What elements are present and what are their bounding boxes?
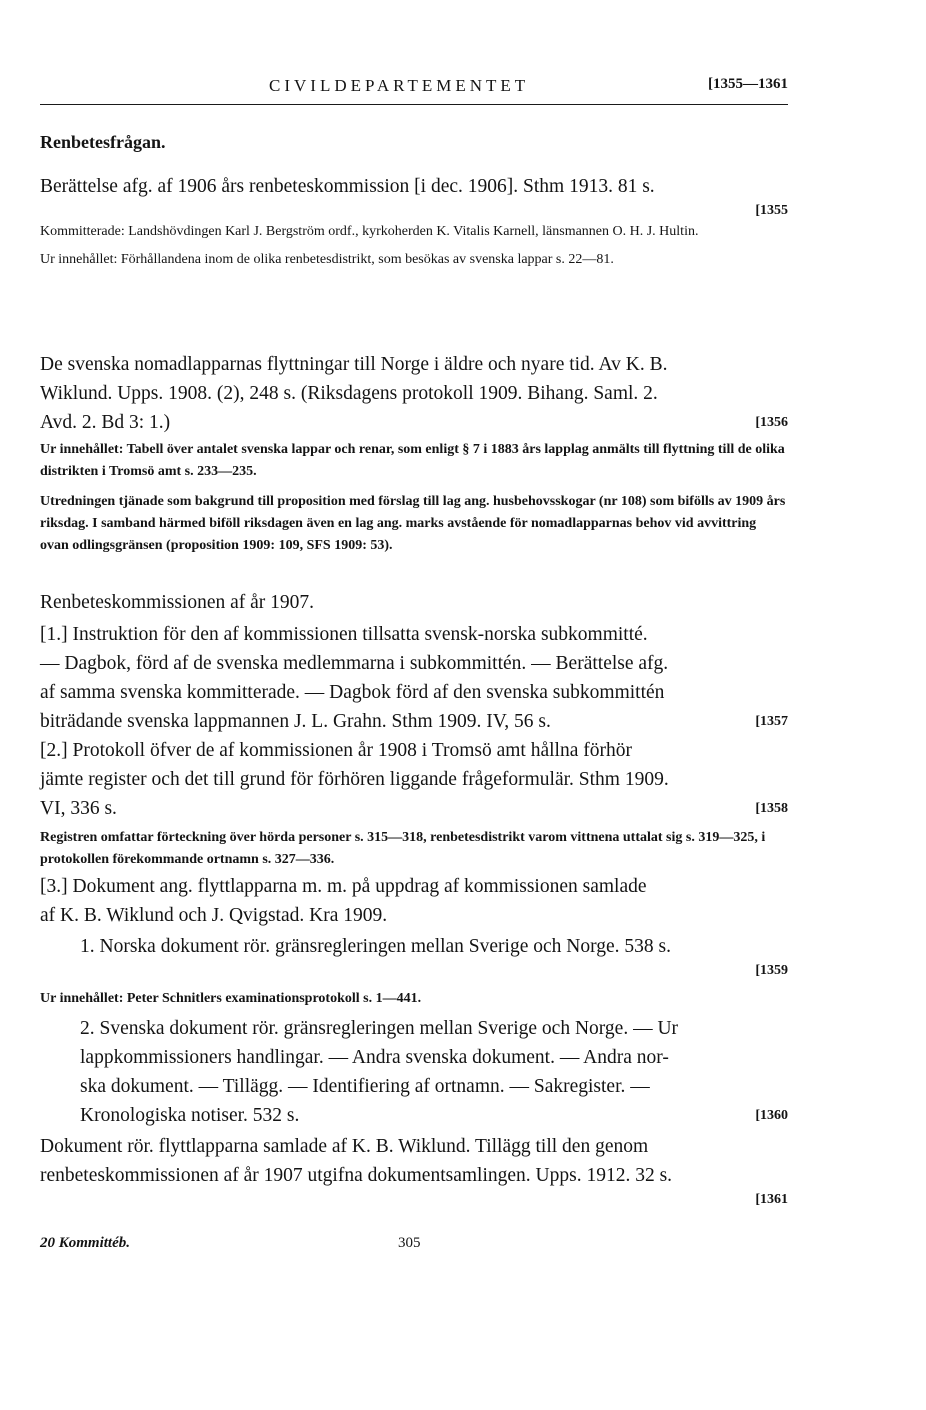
entry-ref: [1356	[755, 415, 788, 430]
entry-text: ska dokument. — Tillägg. — Identifiering af ortnamn. — Sakregister. —	[80, 1076, 650, 1097]
entry-1359	[80, 932, 788, 979]
header-department: CIVILDEPARTEMENTET	[269, 76, 530, 95]
entry-text: renbeteskommissionen af år 1907 utgifna dokumentsamlingen. Upps. 1912. 32 s.	[40, 1165, 673, 1186]
entry-text: VI, 336 s.	[40, 798, 117, 819]
entry-1360	[80, 1014, 788, 1130]
entry-text: [3.] Dokument ang. flyttlapparna m. m. på uppdrag af kommissionen samlade	[40, 876, 647, 897]
entry-ref: [1355	[755, 203, 788, 218]
entry-text: 2. Svenska dokument rör. gränsregleringen mellan Sverige och Norge. — Ur	[80, 1018, 679, 1039]
subsection-heading: Renbeteskommissionen af år 1907.	[40, 592, 315, 613]
page-number: 305	[398, 1235, 421, 1251]
entry-text: biträdande svenska lappmannen J. L. Grahn. Sthm 1909. IV, 56 s.	[40, 711, 551, 732]
entry-note: Ur innehållet: Tabell över antalet svenska lappar och renar, som enligt § 7 i 1883 års lapplag anmälts till flyttning till de olika distrikten i Tromsö amt s. 233—235.	[40, 442, 785, 479]
entry-1356	[40, 350, 788, 557]
entry-ref: [1358	[755, 801, 788, 816]
section-title: Renbetesfrågan.	[40, 132, 166, 152]
entry-text: [1.] Instruktion för den af kommissionen tillsatta svensk-norska subkommitté.	[40, 624, 648, 645]
entry-text: jämte register och det till grund för förhören liggande frågeformulär. Sthm 1909.	[40, 769, 669, 790]
entry-note: Registren omfattar förteckning över hörda personer s. 315—318, renbetesdistrikt varom vittnena uttalat sig s. 319—325, i protokollen förekommande ortnamn s. 327—336.	[40, 830, 766, 867]
footer-signature: 20 Kommittéb.	[40, 1235, 130, 1251]
entry-ref: [1357	[755, 714, 788, 729]
entry-1358	[40, 736, 788, 871]
entry-1357	[40, 592, 788, 736]
entry-1355	[40, 172, 788, 271]
entry-ref: [1360	[755, 1108, 788, 1123]
entry-note: Ur innehållet: Peter Schnitlers examinationsprotokoll s. 1—441.	[40, 991, 422, 1006]
entry-text: Avd. 2. Bd 3: 1.)	[40, 412, 171, 433]
entry-text: Kronologiska notiser. 532 s.	[80, 1105, 300, 1126]
entry-text: 1. Norska dokument rör. gränsregleringen mellan Sverige och Norge. 538 s.	[80, 936, 671, 957]
entry-text: Wiklund. Upps. 1908. (2), 248 s. (Riksdagens protokoll 1909. Bihang. Saml. 2.	[40, 383, 658, 404]
entry-text: — Dagbok, förd af de svenska medlemmarna i subkommittén. — Berättelse afg.	[40, 653, 669, 674]
entry-text: Dokument rör. flyttlapparna samlade af K. B. Wiklund. Tillägg till den genom	[40, 1136, 649, 1157]
running-header	[40, 76, 788, 105]
entry-note: Ur innehållet: Förhållandena inom de olika renbetesdistrikt, som besökas av svenska lappar s. 22—81.	[40, 252, 614, 267]
entry-text: af K. B. Wiklund och J. Qvigstad. Kra 1909.	[40, 905, 388, 926]
entry-text: af samma svenska kommitterade. — Dagbok förd af den svenska subkommittén	[40, 682, 665, 703]
entry-note: Utredningen tjänade som bakgrund till proposition med förslag till lag ang. husbehovsskogar (nr 108) som bifölls av 1909 års riksdag. I samband härmed biföll riksdagen även en lag ang. marks avstående för nomadlapparnas behov vid avvittring ovan odlingsgränsen (proposition 1909: 109, SFS 1909: 53).	[40, 494, 786, 553]
entry-text: [2.] Protokoll öfver de af kommissionen år 1908 i Tromsö amt hållna förhör	[40, 740, 632, 761]
entry-note: Kommitterade: Landshövdingen Karl J. Bergström ordf., kyrkoherden K. Vitalis Karnell, länsmannen O. H. J. Hultin.	[40, 224, 699, 239]
header-range: [1355—1361	[708, 76, 788, 92]
entry-text: De svenska nomadlapparnas flyttningar till Norge i äldre och nyare tid. Av K. B.	[40, 354, 668, 375]
entry-ref: [1359	[755, 963, 788, 978]
entry-1361	[40, 1132, 788, 1208]
entry-dokument	[40, 872, 788, 930]
entry-ref: [1361	[755, 1192, 788, 1207]
entry-text: Berättelse afg. af 1906 års renbeteskommission [i dec. 1906]. Sthm 1913. 81 s.	[40, 176, 655, 197]
entry-text: lappkommissioners handlingar. — Andra svenska dokument. — Andra nor-	[80, 1047, 669, 1068]
